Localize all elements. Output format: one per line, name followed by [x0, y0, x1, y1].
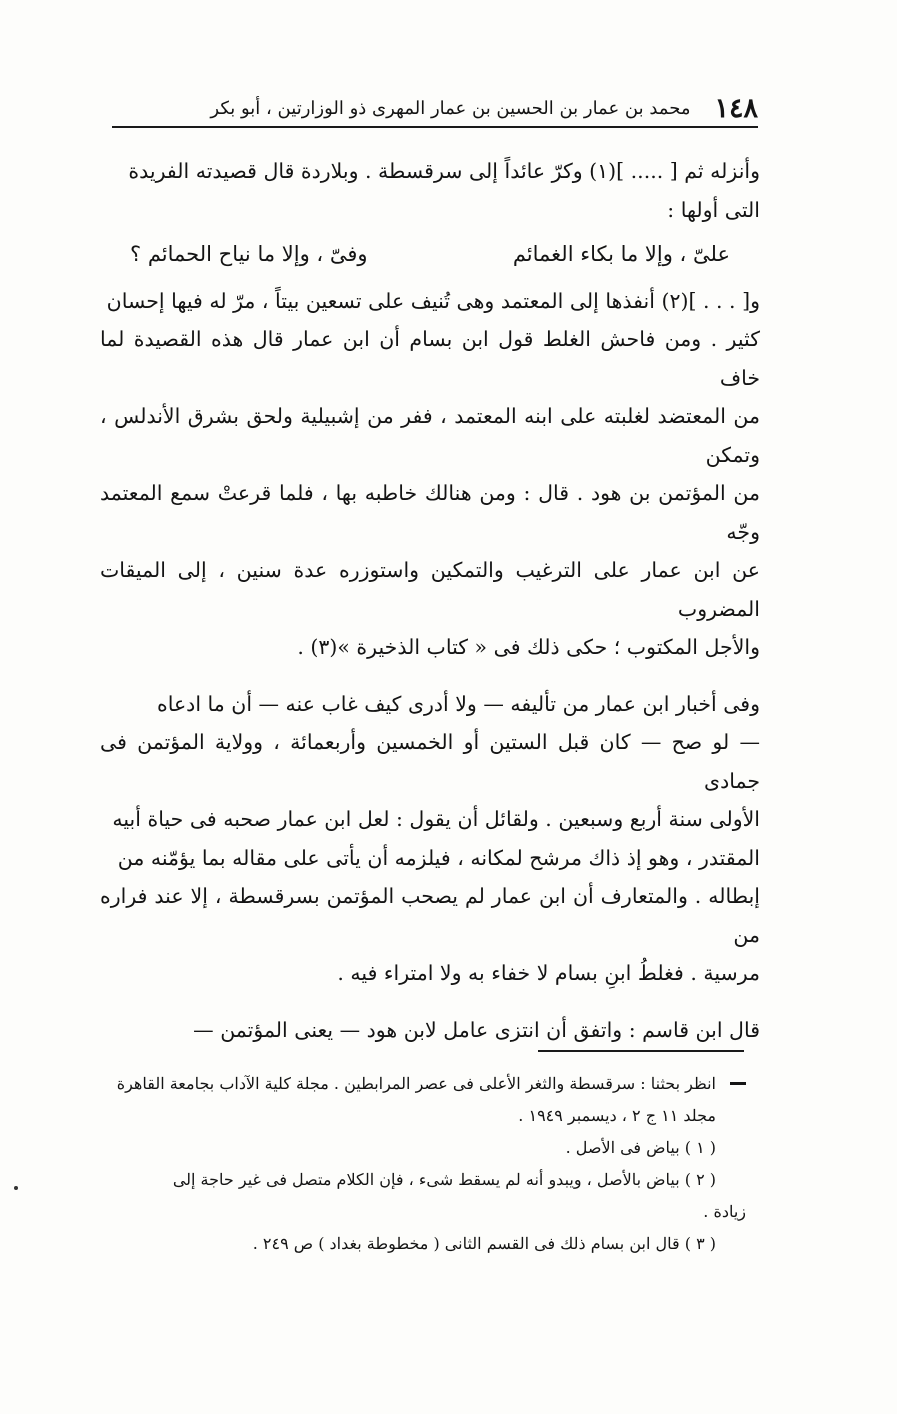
text-line: قال ابن قاسم : واتفق أن انتزى عامل لابن هود — يعنى المؤتمن — — [193, 1017, 760, 1042]
text-line: — لو صح — كان قبل الستين أو الخمسين وأربعمائة ، وولاية المؤتمن فى جمادى — [100, 730, 760, 793]
paragraph-2 — [100, 282, 760, 667]
header-rule — [112, 126, 758, 128]
running-head: محمد بن عمار بن الحسين بن عمار المهرى ذو الوزارتين ، أبو بكر — [210, 97, 691, 119]
poem-verse — [100, 229, 760, 282]
page-header — [112, 88, 758, 128]
page-number: ١٤٨ — [714, 92, 758, 124]
main-text — [100, 152, 760, 1049]
verse-first-hemistich: علىّ ، وإلا ما بكاء الغمائم — [512, 242, 730, 266]
paragraph-gap — [100, 993, 760, 1011]
footnote-2: ( ٢ ) بياض بالأصل ، ويبدو أنه لم يسقط شىء ، فإن الكلام متصل فى غير حاجة إلى — [172, 1170, 716, 1189]
footnote-intro-line — [100, 1068, 746, 1100]
text-line: التى أولها : — [667, 197, 760, 222]
footnote-rule — [538, 1050, 744, 1052]
text-line: من المؤتمن بن هود . قال : ومن هنالك خاطبه بها ، فلما قرعتْ سمع المعتمد وجّه — [100, 481, 760, 544]
footnote-1: ( ١ ) بياض فى الأصل . — [565, 1138, 716, 1157]
text-line: وفى أخبار ابن عمار من تأليفه — ولا أدرى كيف غاب عنه — أن ما ادعاه — [156, 691, 760, 716]
paragraph-3 — [100, 685, 760, 993]
text-line: الأولى سنة أربع وسبعين . ولقائل أن يقول : لعل ابن عمار صحبه فى حياة أبيه — [112, 807, 760, 831]
text-line: عن ابن عمار على الترغيب والتمكين واستوزره عدة سنين ، إلى الميقات المضروب — [100, 558, 760, 621]
text-line: إبطاله . والمتعارف أن ابن عمار لم يصحب المؤتمن بسرقسطة ، إلا عند فراره من — [100, 884, 760, 947]
footnote-dash — [730, 1082, 746, 1085]
text-line: و[ . . . ](٢) أنفذها إلى المعتمد وهى تُنيف على تسعين بيتاً ، مرّ له فيها إحسان — [106, 288, 760, 313]
footnote-intro: انظر بحثنا : سرقسطة والثغر الأعلى فى عصر المرابطين . مجلة كلية الآداب بجامعة القاهرة — [116, 1074, 716, 1093]
text-line: المقتدر ، وهو إذ ذاك مرشح لمكانه ، فيلزمه أن يأتى على مقاله بما يؤمّنه من — [117, 845, 760, 870]
text-line: من المعتضد لغلبته على ابنه المعتمد ، ففر من إشبيلية ولحق بشرق الأندلس ، وتمكن — [100, 404, 760, 467]
footnote-2-continued: زيادة . — [703, 1202, 746, 1221]
text-line: وأنزله ثم [ ..... ](١) وكرّ عائداً إلى سرقسطة . وبلاردة قال قصيدته الفريدة — [128, 159, 760, 183]
scan-speck — [14, 1186, 18, 1190]
text-line: والأجل المكتوب ؛ حكى ذلك فى « كتاب الذخيرة »(٣) . — [297, 635, 760, 659]
paragraph-1 — [100, 152, 760, 229]
paragraph-gap — [100, 667, 760, 685]
text-line: كثير . ومن فاحش الغلط قول ابن بسام أن ابن عمار قال هذه القصيدة لما خاف — [100, 327, 760, 390]
verse-second-hemistich: وفىّ ، وإلا ما نياح الحمائم ؟ — [130, 242, 368, 266]
text-line: مرسية . فغلطُ ابنِ بسام لا خفاء به ولا امتراء فيه . — [337, 961, 760, 985]
footnote-3: ( ٣ ) قال ابن بسام ذلك فى القسم الثانى ( مخطوطة بغداد ) ص ٢٤٩ . — [252, 1234, 716, 1253]
footnotes — [100, 1068, 746, 1260]
footnote-intro-continued: مجلد ١١ ج ٢ ، ديسمبر ١٩٤٩ . — [518, 1106, 716, 1125]
paragraph-4 — [100, 1011, 760, 1050]
